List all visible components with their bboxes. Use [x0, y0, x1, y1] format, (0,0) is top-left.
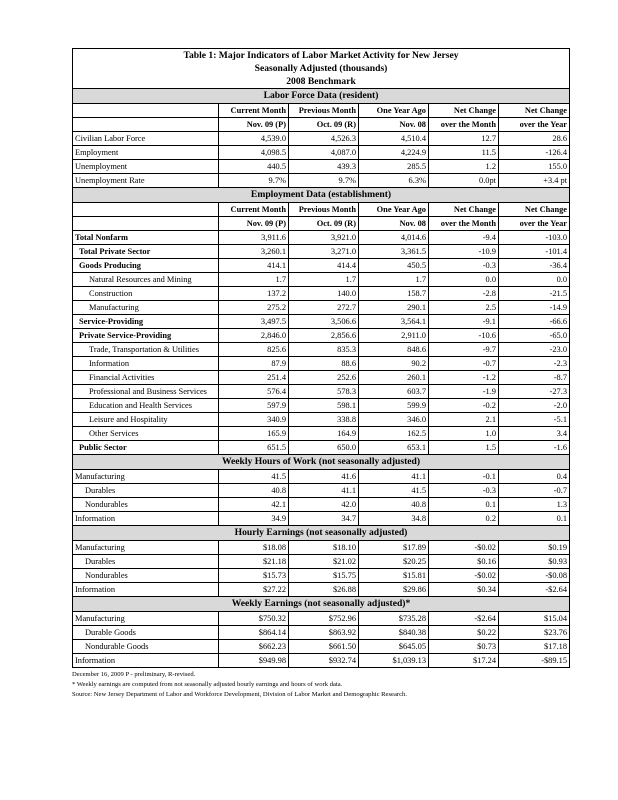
table-cell: 848.6: [359, 343, 429, 357]
table-cell: 346.0: [359, 413, 429, 427]
table-cell: $0.73: [429, 640, 499, 654]
table-cell: -1.2: [429, 371, 499, 385]
table-cell: -101.4: [499, 245, 570, 259]
table-row: [73, 640, 570, 654]
table-cell: -10.9: [429, 245, 499, 259]
row-label: Service-Providing: [73, 315, 219, 329]
section-header-row: [73, 597, 570, 612]
column-header: One Year Ago: [359, 203, 429, 217]
table-cell: -9.1: [429, 315, 499, 329]
row-label: Information: [73, 583, 219, 597]
table-row: [73, 160, 570, 174]
table-cell: 34.7: [289, 512, 359, 526]
table-cell: -0.7: [429, 357, 499, 371]
table-cell: 90.2: [359, 357, 429, 371]
table-cell: $27.22: [219, 583, 289, 597]
table-cell: 1.5: [429, 441, 499, 455]
table-cell: $15.73: [219, 569, 289, 583]
table-cell: 2,846.0: [219, 329, 289, 343]
table-cell: 4,510.4: [359, 132, 429, 146]
table-cell: -126.4: [499, 146, 570, 160]
table-cell: $21.18: [219, 555, 289, 569]
row-label: Public Sector: [73, 441, 219, 455]
table-cell: 2.1: [429, 413, 499, 427]
row-label: Information: [73, 654, 219, 668]
table-cell: 4,526.3: [289, 132, 359, 146]
table-cell: 285.5: [359, 160, 429, 174]
column-header-blank: [73, 217, 219, 231]
table-cell: $15.75: [289, 569, 359, 583]
table-row: [73, 132, 570, 146]
table-cell: 28.6: [499, 132, 570, 146]
table-row: [73, 413, 570, 427]
table-row: [73, 512, 570, 526]
table-cell: -23.0: [499, 343, 570, 357]
table-subtitle: Seasonally Adjusted (thousands): [73, 62, 570, 75]
table-cell: -65.0: [499, 329, 570, 343]
row-label: Financial Activities: [73, 371, 219, 385]
section-title: Hourly Earnings (not seasonally adjusted): [73, 526, 570, 541]
table-cell: -2.0: [499, 399, 570, 413]
table-cell: 439.3: [289, 160, 359, 174]
row-label: Information: [73, 357, 219, 371]
table-cell: 40.8: [219, 484, 289, 498]
table-cell: 599.9: [359, 399, 429, 413]
table-cell: -2.8: [429, 287, 499, 301]
table-cell: 4,224.9: [359, 146, 429, 160]
footnote-line: * Weekly earnings are computed from not seasonally adjusted hourly earnings and hours of work data.: [72, 681, 343, 688]
column-header: over the Month: [429, 118, 499, 132]
table-cell: 252.6: [289, 371, 359, 385]
table-cell: 603.7: [359, 385, 429, 399]
table-cell: $750.32: [219, 612, 289, 626]
table-cell: $840.38: [359, 626, 429, 640]
table-row: [73, 273, 570, 287]
column-header: Nov. 08: [359, 217, 429, 231]
column-header: Net Change: [499, 203, 570, 217]
table-cell: 578.3: [289, 385, 359, 399]
table-title: Table 1: Major Indicators of Labor Market Activity for New Jersey: [73, 49, 570, 63]
table-cell: $662.23: [219, 640, 289, 654]
row-label: Construction: [73, 287, 219, 301]
table-cell: $15.04: [499, 612, 570, 626]
row-label: Employment: [73, 146, 219, 160]
table-cell: 4,087.0: [289, 146, 359, 160]
row-label: Civilian Labor Force: [73, 132, 219, 146]
table-cell: 1.7: [289, 273, 359, 287]
table-cell: 576.4: [219, 385, 289, 399]
table-cell: 0.1: [429, 498, 499, 512]
table-cell: 275.2: [219, 301, 289, 315]
table-cell: 651.5: [219, 441, 289, 455]
table-row: [73, 146, 570, 160]
footnote-line: December 16, 2009 P - preliminary, R-revised.: [72, 671, 196, 678]
table-row: [73, 174, 570, 188]
table-cell: $18.10: [289, 541, 359, 555]
table-cell: 338.8: [289, 413, 359, 427]
table-cell: -27.3: [499, 385, 570, 399]
column-header: Net Change: [499, 104, 570, 118]
table-row: [73, 245, 570, 259]
table-cell: -103.0: [499, 231, 570, 245]
table-cell: 414.4: [289, 259, 359, 273]
table-cell: $661.50: [289, 640, 359, 654]
table-cell: $26.88: [289, 583, 359, 597]
table-cell: $17.24: [429, 654, 499, 668]
table-cell: 165.9: [219, 427, 289, 441]
column-header: Nov. 09 (P): [219, 118, 289, 132]
table-cell: 1.2: [429, 160, 499, 174]
table-row: [73, 329, 570, 343]
table-cell: 41.5: [219, 470, 289, 484]
table-cell: -14.9: [499, 301, 570, 315]
table-row: [73, 498, 570, 512]
table-cell: 9.7%: [219, 174, 289, 188]
section-header-row: [73, 188, 570, 203]
table-cell: 3,564.1: [359, 315, 429, 329]
table-cell: 3,506.6: [289, 315, 359, 329]
table-row: [73, 470, 570, 484]
row-label: Manufacturing: [73, 301, 219, 315]
row-label: Nondurables: [73, 498, 219, 512]
table-row: [73, 427, 570, 441]
table-cell: 2,911.0: [359, 329, 429, 343]
table-cell: 3.4: [499, 427, 570, 441]
table-cell: 41.1: [359, 470, 429, 484]
table-cell: $0.16: [429, 555, 499, 569]
table-cell: 0.2: [429, 512, 499, 526]
column-header: Previous Month: [289, 104, 359, 118]
table-cell: 42.0: [289, 498, 359, 512]
table-cell: 251.4: [219, 371, 289, 385]
table-cell: 0.1: [499, 512, 570, 526]
row-label: Total Private Sector: [73, 245, 219, 259]
table-cell: $15.81: [359, 569, 429, 583]
table-cell: 260.1: [359, 371, 429, 385]
table-cell: $949.98: [219, 654, 289, 668]
table-cell: -2.3: [499, 357, 570, 371]
table-cell: 155.0: [499, 160, 570, 174]
table-cell: 650.0: [289, 441, 359, 455]
table-cell: -5.1: [499, 413, 570, 427]
table-cell: 4,098.5: [219, 146, 289, 160]
table-cell: 41.1: [289, 484, 359, 498]
column-header: One Year Ago: [359, 104, 429, 118]
table-benchmark: 2008 Benchmark: [73, 75, 570, 89]
table-cell: 3,361.5: [359, 245, 429, 259]
table-row: [73, 569, 570, 583]
table-cell: -66.6: [499, 315, 570, 329]
table-cell: 1.3: [499, 498, 570, 512]
column-header: Oct. 09 (R): [289, 217, 359, 231]
table-row: [73, 654, 570, 668]
table-cell: 1.7: [219, 273, 289, 287]
table-cell: $0.19: [499, 541, 570, 555]
table-cell: -9.7: [429, 343, 499, 357]
table-cell: 137.2: [219, 287, 289, 301]
table-cell: $17.89: [359, 541, 429, 555]
table-cell: 0.0: [429, 273, 499, 287]
table-cell: 1.7: [359, 273, 429, 287]
table-cell: $1,039.13: [359, 654, 429, 668]
table-cell: 140.0: [289, 287, 359, 301]
table-cell: 3,497.5: [219, 315, 289, 329]
table-cell: 158.7: [359, 287, 429, 301]
table-cell: 41.5: [359, 484, 429, 498]
table-row: [73, 371, 570, 385]
table-cell: $735.28: [359, 612, 429, 626]
table-cell: 440.5: [219, 160, 289, 174]
table-cell: 34.8: [359, 512, 429, 526]
column-header-blank: [73, 118, 219, 132]
table-cell: $864.14: [219, 626, 289, 640]
table-cell: -10.6: [429, 329, 499, 343]
table-row: [73, 343, 570, 357]
section-title: Employment Data (establishment): [73, 188, 570, 203]
column-header-row: [73, 118, 570, 132]
table-cell: 450.5: [359, 259, 429, 273]
table-cell: $752.96: [289, 612, 359, 626]
footnote-line: Source: New Jersey Department of Labor and Workforce Development, Division of Labor Market and Demographic Research.: [72, 691, 407, 698]
table-cell: 164.9: [289, 427, 359, 441]
row-label: Education and Health Services: [73, 399, 219, 413]
table-cell: 162.5: [359, 427, 429, 441]
table-cell: 1.0: [429, 427, 499, 441]
table-row: [73, 441, 570, 455]
table-cell: $20.25: [359, 555, 429, 569]
table-cell: -$2.64: [429, 612, 499, 626]
table-cell: -0.3: [429, 484, 499, 498]
table-row: [73, 357, 570, 371]
table-cell: 4,539.0: [219, 132, 289, 146]
column-header: Nov. 09 (P): [219, 217, 289, 231]
column-header: Net Change: [429, 104, 499, 118]
table-cell: 3,921.0: [289, 231, 359, 245]
column-header: over the Year: [499, 118, 570, 132]
row-label: Information: [73, 512, 219, 526]
table-cell: $23.76: [499, 626, 570, 640]
table-cell: 835.3: [289, 343, 359, 357]
table-cell: 11.5: [429, 146, 499, 160]
table-cell: $0.34: [429, 583, 499, 597]
table-row: [73, 541, 570, 555]
row-label: Unemployment: [73, 160, 219, 174]
row-label: Manufacturing: [73, 470, 219, 484]
table-cell: 40.8: [359, 498, 429, 512]
table-cell: -1.6: [499, 441, 570, 455]
column-header: Current Month: [219, 203, 289, 217]
table-cell: -21.5: [499, 287, 570, 301]
table-cell: 340.9: [219, 413, 289, 427]
table-row: [73, 301, 570, 315]
row-label: Goods Producing: [73, 259, 219, 273]
row-label: Manufacturing: [73, 541, 219, 555]
column-header: Current Month: [219, 104, 289, 118]
table-cell: 41.6: [289, 470, 359, 484]
row-label: Trade, Transportation & Utilities: [73, 343, 219, 357]
table-cell: $0.93: [499, 555, 570, 569]
table-cell: 3,260.1: [219, 245, 289, 259]
table-cell: 0.4: [499, 470, 570, 484]
table-cell: -36.4: [499, 259, 570, 273]
column-header: Oct. 09 (R): [289, 118, 359, 132]
table-cell: 2,856.6: [289, 329, 359, 343]
footnotes: [72, 670, 569, 700]
section-header-row: [73, 89, 570, 104]
column-header-row: [73, 203, 570, 217]
row-label: Unemployment Rate: [73, 174, 219, 188]
section-header-row: [73, 455, 570, 470]
table-cell: -0.7: [499, 484, 570, 498]
row-label: Durables: [73, 484, 219, 498]
row-label: Private Service-Providing: [73, 329, 219, 343]
table-row: [73, 484, 570, 498]
table-cell: $17.18: [499, 640, 570, 654]
document: [72, 48, 569, 700]
table-cell: 3,271.0: [289, 245, 359, 259]
column-header: over the Year: [499, 217, 570, 231]
table-cell: +3.4 pt: [499, 174, 570, 188]
row-label: Manufacturing: [73, 612, 219, 626]
table-row: [73, 315, 570, 329]
table-cell: -0.3: [429, 259, 499, 273]
table-cell: -$0.02: [429, 569, 499, 583]
column-header-row: [73, 104, 570, 118]
table-cell: 88.6: [289, 357, 359, 371]
table-cell: -0.1: [429, 470, 499, 484]
table-cell: 0.0pt: [429, 174, 499, 188]
table-row: [73, 399, 570, 413]
table-cell: 414.1: [219, 259, 289, 273]
table-cell: $18.08: [219, 541, 289, 555]
table-cell: 12.7: [429, 132, 499, 146]
column-header-blank: [73, 203, 219, 217]
table-cell: $29.86: [359, 583, 429, 597]
column-header-row: [73, 217, 570, 231]
section-title: Weekly Earnings (not seasonally adjusted)*: [73, 597, 570, 612]
row-label: Total Nonfarm: [73, 231, 219, 245]
section-title: Weekly Hours of Work (not seasonally adjusted): [73, 455, 570, 470]
column-header: Nov. 08: [359, 118, 429, 132]
table-cell: -0.2: [429, 399, 499, 413]
table-cell: 87.9: [219, 357, 289, 371]
column-header: Previous Month: [289, 203, 359, 217]
table-cell: -1.9: [429, 385, 499, 399]
column-header: Net Change: [429, 203, 499, 217]
table-cell: -$0.08: [499, 569, 570, 583]
table-cell: 42.1: [219, 498, 289, 512]
table-cell: 3,911.6: [219, 231, 289, 245]
table-row: [73, 626, 570, 640]
row-label: Durable Goods: [73, 626, 219, 640]
row-label: Nondurables: [73, 569, 219, 583]
table-row: [73, 612, 570, 626]
table-cell: $863.92: [289, 626, 359, 640]
table-cell: 653.1: [359, 441, 429, 455]
table-cell: $0.22: [429, 626, 499, 640]
table-cell: 272.7: [289, 301, 359, 315]
table-cell: 290.1: [359, 301, 429, 315]
row-label: Natural Resources and Mining: [73, 273, 219, 287]
table-cell: $932.74: [289, 654, 359, 668]
row-label: Leisure and Hospitality: [73, 413, 219, 427]
table-cell: 825.6: [219, 343, 289, 357]
section-header-row: [73, 526, 570, 541]
table-row: [73, 287, 570, 301]
table-cell: 2.5: [429, 301, 499, 315]
table-row: [73, 385, 570, 399]
table-cell: -$89.15: [499, 654, 570, 668]
row-label: Nondurable Goods: [73, 640, 219, 654]
table-cell: 34.9: [219, 512, 289, 526]
table-cell: -8.7: [499, 371, 570, 385]
table-cell: $645.05: [359, 640, 429, 654]
row-label: Professional and Business Services: [73, 385, 219, 399]
row-label: Durables: [73, 555, 219, 569]
table-cell: 9.7%: [289, 174, 359, 188]
table-cell: 598.1: [289, 399, 359, 413]
table-cell: -$2.64: [499, 583, 570, 597]
table-cell: 6.3%: [359, 174, 429, 188]
table-row: [73, 231, 570, 245]
table-row: [73, 259, 570, 273]
column-header-blank: [73, 104, 219, 118]
labor-market-table: [72, 48, 570, 668]
table-cell: $21.02: [289, 555, 359, 569]
table-cell: 597.9: [219, 399, 289, 413]
table-row: [73, 555, 570, 569]
row-label: Other Services: [73, 427, 219, 441]
table-cell: 4,014.6: [359, 231, 429, 245]
table-cell: -9.4: [429, 231, 499, 245]
table-row: [73, 583, 570, 597]
column-header: over the Month: [429, 217, 499, 231]
table-cell: -$0.02: [429, 541, 499, 555]
table-cell: 0.0: [499, 273, 570, 287]
section-title: Labor Force Data (resident): [73, 89, 570, 104]
